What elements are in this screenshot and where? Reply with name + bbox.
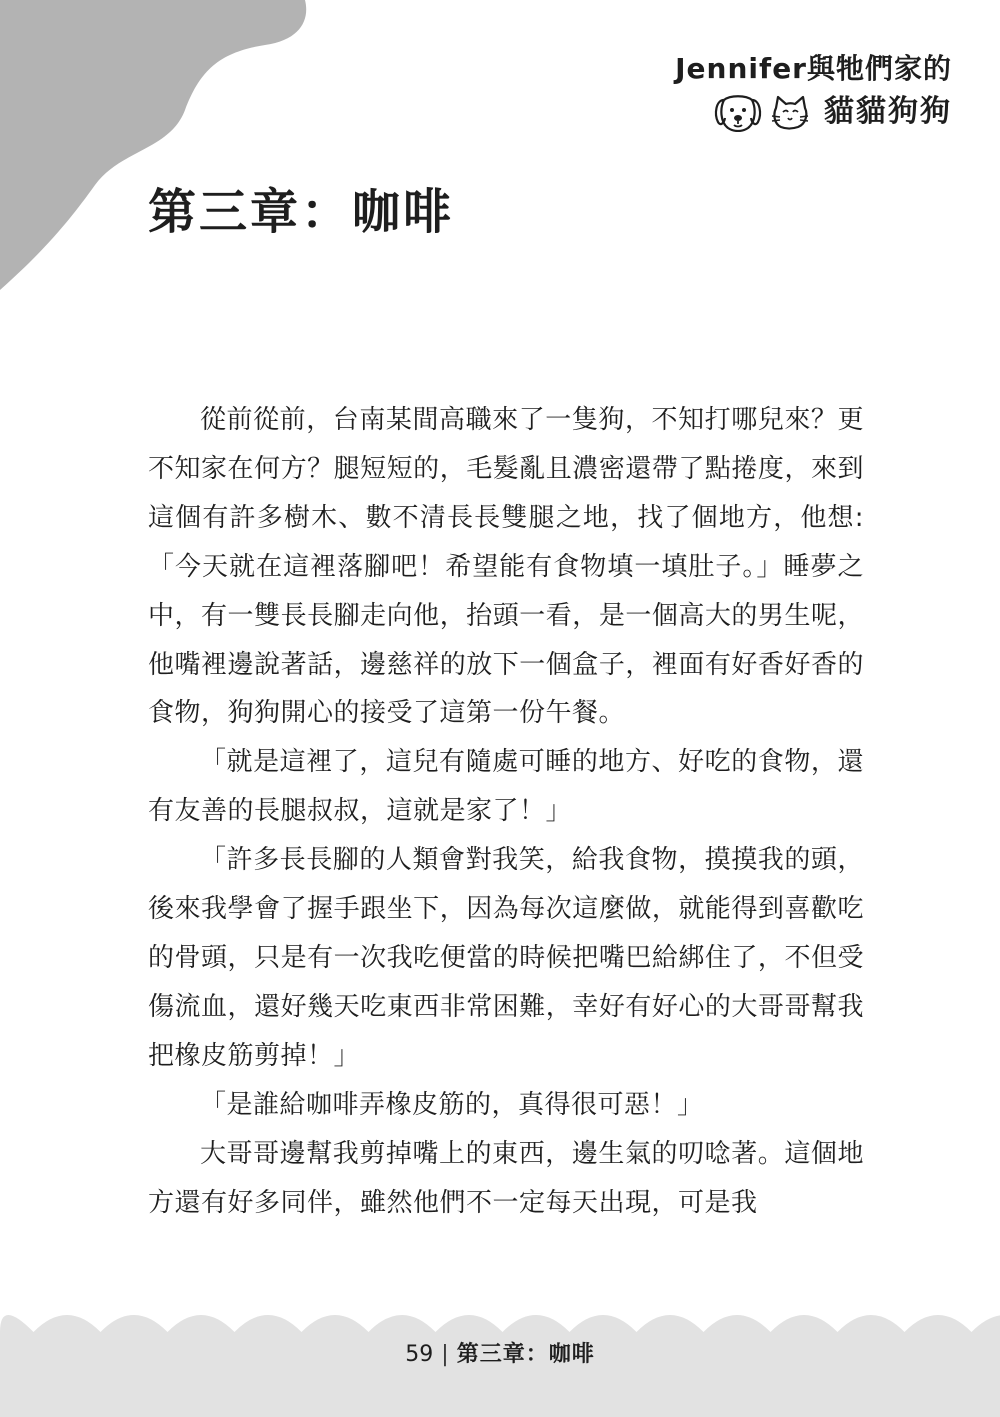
paragraph: 「就是這裡了，這兒有隨處可睡的地方、好吃的食物，還有友善的長腿叔叔，這就是家了！」: [148, 747, 864, 827]
footer-chapter-ref: 第三章：咖啡: [456, 1342, 595, 1367]
footer-separator: |: [441, 1342, 449, 1367]
series-title-line1: Jennifer與牠們家的: [675, 52, 952, 85]
dog-face-icon: [712, 92, 768, 132]
corner-decoration: [0, 0, 320, 300]
series-header: [675, 52, 952, 132]
paragraph: 「許多長長腳的人類會對我笑，給我食物，摸摸我的頭，後來我學會了握手跟坐下，因為每次這麼做，就能得到喜歡吃的骨頭，只是有一次我吃便當的時候把嘴巴給綁住了，不但受傷流血，還好幾天吃東西非常困難，幸好有好心的大哥哥幫我把橡皮筋剪掉！」: [148, 845, 864, 1071]
page-number: 59: [405, 1342, 434, 1367]
cat-face-icon: [770, 94, 810, 130]
series-title-line2: 貓貓狗狗: [824, 94, 952, 129]
paragraph: 「是誰給咖啡弄橡皮筋的，真得很可惡！」: [200, 1089, 704, 1120]
paragraph: 從前從前，台南某間高職來了一隻狗，不知打哪兒來？更不知家在何方？腿短短的，毛髮亂且濃密還帶了點捲度，來到這個有許多樹木、數不清長長雙腿之地，找了個地方，他想:「今天就在這裡落腳吧！希望能有食物填一填肚子。」睡夢之中，有一雙長長腳走向他，抬頭一看，是一個高大的男生呢，他嘴裡邊說著話，邊慈祥的放下一個盒子，裡面有好香好香的食物，狗狗開心的接受了這第一份午餐。: [148, 405, 864, 729]
chapter-body: [148, 396, 864, 1227]
paragraph: 大哥哥邊幫我剪掉嘴上的東西，邊生氣的叨唸著。這個地方還有好多同伴，雖然他們不一定每天出現，可是我: [148, 1138, 864, 1218]
chapter-title: 第三章：咖啡: [148, 184, 455, 240]
page-footer: [0, 1340, 1000, 1370]
pet-icons: [712, 92, 810, 132]
